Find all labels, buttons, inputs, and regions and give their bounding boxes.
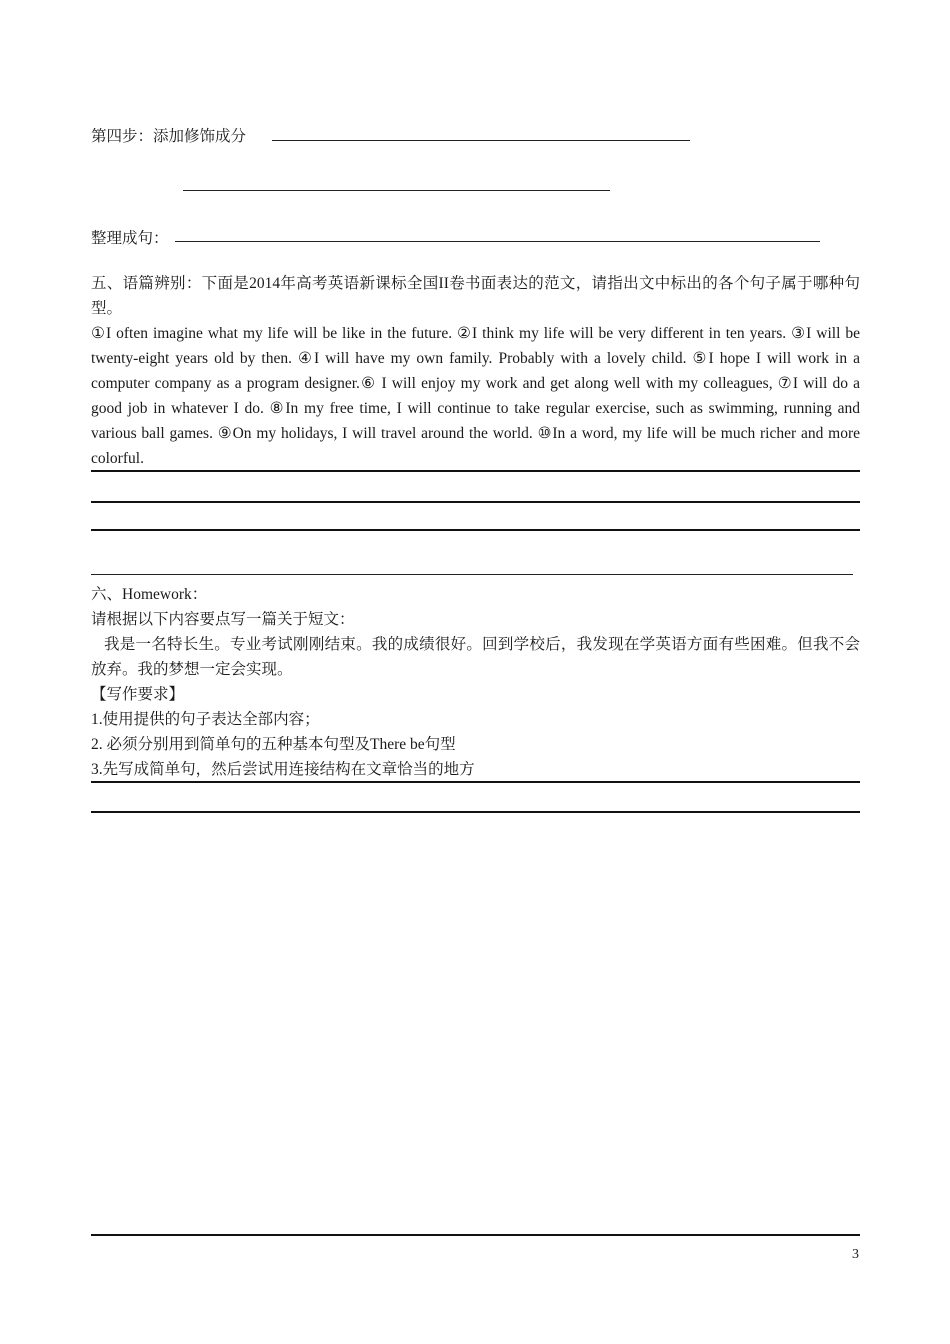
requirements-heading: 【写作要求】 xyxy=(91,686,185,703)
section6-content: 我是一名特长生。专业考试刚刚结束。我的成绩很好。回到学校后，我发现在学英语方面有些困难。但我不会放弃。我的梦想一定会实现。 xyxy=(91,636,860,678)
step4-answer-line-1[interactable] xyxy=(272,140,690,141)
requirement-item: 3.先写成简单句，然后尝试用连接结构在文章恰当的地方 xyxy=(91,761,475,778)
requirement-item: 1.使用提供的句子表达全部内容； xyxy=(91,711,320,728)
page-number: 3 xyxy=(852,1247,859,1262)
answer-rule[interactable] xyxy=(91,501,860,503)
section6-title: 六、Homework： xyxy=(91,586,208,603)
answer-rule[interactable] xyxy=(91,529,860,531)
section5-essay: ①I often imagine what my life will be like in the future. ②I think my life will be very different in ten years. ③I will be twenty-eight years old by then. ④I will have my own family. Probably with a lovely child. ⑤I hope I will work in a computer company as a program designer.⑥ I will enjoy my work and get along well with my colleagues, ⑦I will do a good job in whatever I do. ⑧In my free time, I will continue to take regular exercise, such as swimming, running and various ball games. ⑨On my holidays, I will travel around the world. ⑩In a word, my life will be much richer and more colorful. xyxy=(91,325,860,467)
step4-answer-line-2[interactable] xyxy=(183,190,610,191)
answer-rule[interactable] xyxy=(91,811,860,813)
answer-rule[interactable] xyxy=(91,470,860,472)
tidy-answer-line[interactable] xyxy=(175,241,820,242)
section5-title: 五、语篇辨别：下面是2014年高考英语新课标全国II卷书面表达的范文，请指出文中标出的各个句子属于哪种句型。 xyxy=(91,275,860,317)
section6-instruction: 请根据以下内容要点写一篇关于短文： xyxy=(91,611,355,628)
requirement-item: 2. 必须分别用到简单句的五种基本句型及There be句型 xyxy=(91,736,456,753)
footer-rule xyxy=(91,1234,860,1236)
tidy-label: 整理成句： xyxy=(91,230,169,247)
answer-line[interactable] xyxy=(91,574,853,575)
answer-rule[interactable] xyxy=(91,781,860,783)
step4-label: 第四步：添加修饰成分 xyxy=(91,128,247,145)
